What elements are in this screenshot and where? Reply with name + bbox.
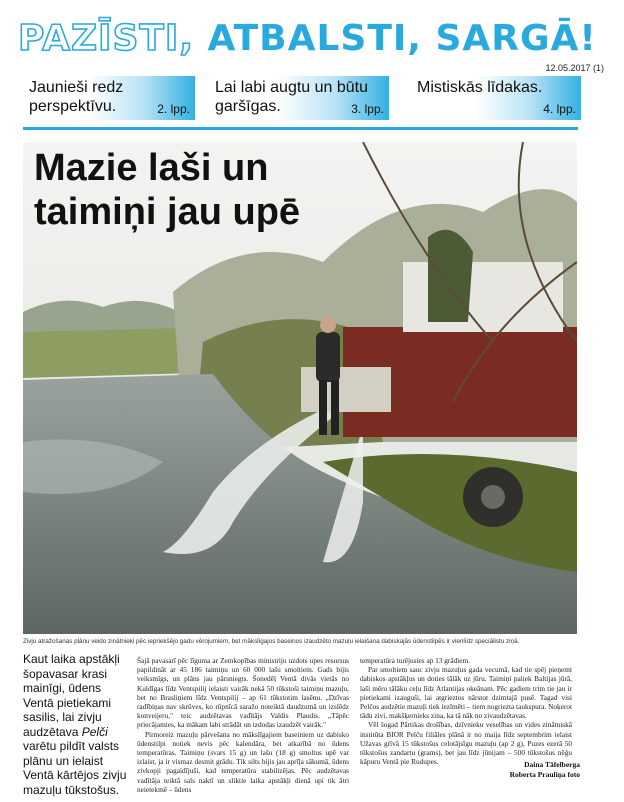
teaser-mistiskas-lidakas[interactable] (411, 76, 581, 120)
lead-italic: Pelči (81, 724, 108, 739)
lead-text-after: varētu pildīt valsts plānu un ielaist Ventā kārtējos zivju mazuļu tūkstošus. (23, 739, 127, 797)
byline-author: Daina Tāfelberga (524, 760, 580, 769)
teaser-page: 4. lpp. (543, 102, 576, 116)
article-lead (23, 652, 133, 797)
teaser-lai-labi-augtu[interactable] (209, 76, 389, 120)
article-column-2 (360, 656, 572, 766)
header-rule (23, 127, 578, 130)
paragraph: temperatūra turējusies ap 13 grādiem. (360, 656, 471, 665)
teaser-page: 3. lpp. (351, 102, 384, 116)
paragraph: Šajā pavasarī pēc līguma ar Zemkopības ministriju uzdots upes resursus papildināt ar 45 186 taimiņu un 60 000 lašu smoltiem. Gads bijis veiksmīgs, un plāns jau pārsniegts. Šonedēļ Ventā divās vietās no Kuldīgas līdz Ventspilij ielaisti vairāk nekā 50 tūkstoši taimiņu mazuļu, bet no Brasliņiem līdz Ventspilij – ap 61 tūkstotim lasēnu. „Dzīvas radībiņas nav skrūves, ko rūpnīcā saražo noteiktā daudzumā un izslēdz konveijeru," teic audzētavas vadītājs Valdis Plaudis. „Tāpēc priecājamies, ka mākam labi strādāt un izdodas izaudzēt vairāk." (137, 656, 349, 730)
paragraph: Vēl šogad Pārtikas drošības, dzīvnieku veselības un vides zinātniskā institūta BIOR Pelču filiāles plānā ir no maija līdz septembrim ielaist Užavas grīvā 15 tūkstošus celotājsīgu mazuļu (ap 2 g), Puzes ezerā 50 tūkstošus zandartu (grams), bet jau līdz jūnijam – 500 tūkstošus nēģu kāpuru Ventā pie Rudupes. (360, 720, 572, 767)
article-headline: Mazie laši un taimiņi jau upē (34, 147, 301, 233)
teaser-page: 2. lpp. (157, 102, 190, 116)
teaser-jauniesi[interactable] (23, 76, 195, 120)
paragraph: Pirmoreiz mazuļu pārvešana no mākslīgajiem baseiniem uz dabisko ūdenstilpi notiek nevis pēc kalendāra, bet atkarībā no ūdens temperatūras. Taimiņu (svars 15 g) un lašu (18 g) smoltus upē var izlaist, ja ir vismaz desmit grādu. Tik silts bijis jau aprīļa sākumā, ūdens zivkopji pagaidījuši, kad temperatūra stabilizējas. Pēc audzētavas vadītāja teiktā sals naktī un sliktie laika apstākļi dienā upi tik ātri neietekmē – ūdens (137, 729, 349, 794)
article-column-1 (137, 656, 349, 794)
teaser-title: Lai labi augtu un būtu garšīgas. (215, 79, 369, 115)
teaser-title: Jaunieši redz perspektīvu. (29, 79, 124, 115)
byline (510, 760, 580, 780)
teaser-bar (23, 76, 581, 120)
byline-photo: Roberta Prauliņa foto (509, 770, 580, 779)
masthead-part-outline: PAZĪSTI, (18, 18, 208, 59)
photo-caption: Zivju atražošanas plānu veido zinātnieki pēc iepriekšējo gadu vērojumiem, bet mākslīgajos baseinos izaudzēto mazuļu ielaišana dabiskajās ūdenstilpēs ir vienlīdz speciālistu ziņā. (23, 638, 520, 645)
issue-date: 12.05.2017 (1) (545, 63, 604, 73)
masthead-title (18, 14, 608, 64)
lead-text-before: Kaut laika apstākļi šopavasar krasi mainīgi, ūdens Ventā pietiekami sasilis, lai zivju audzētava (23, 652, 120, 739)
teaser-title: Mistiskās līdakas. (417, 79, 543, 96)
paragraph: Par smoltiem sauc zivju mazuļus gada vecumā, kad tie spēj pieņemt dabiskos apstākļus un doties tālāk uz jūru. Taimiņi paliek Baltijas jūrā, laši mēro tālāku ceļu līdz Atlantijas okeānam. Pēc gadiem trim tie jau ir pietiekami izauguši, lai atgrieztos nārstot dzimtajā pusē. Tagad visi Pelčos audzētie mazuļi tiek iezīmēti – tiem nogriezta taukspura. Noķerot tādu zivi, makšķernieks zina, ka tā nāk no zivaudzētavas. (360, 665, 572, 721)
masthead-part-solid: ATBALSTI, SARGĀ! (207, 18, 597, 59)
